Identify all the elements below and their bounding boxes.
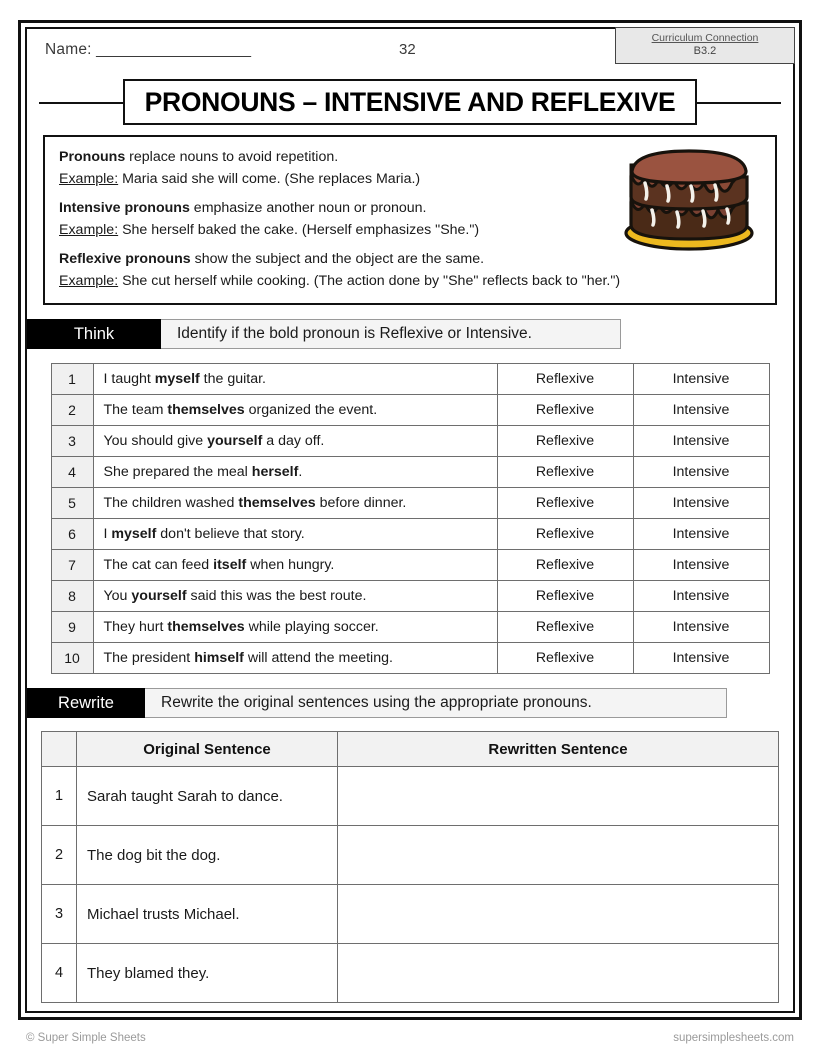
sentence-suffix: when hungry. (246, 557, 335, 573)
sentence-prefix: The president (103, 650, 195, 666)
original-sentence-cell: Sarah taught Sarah to dance. (77, 767, 338, 826)
table-row (51, 364, 769, 395)
row-number: 4 (51, 457, 93, 488)
example-label-2: Example: (59, 222, 119, 238)
table-row (51, 488, 769, 519)
title-rule-left (39, 102, 125, 104)
option-reflexive[interactable]: Reflexive (497, 612, 633, 643)
definition-reflexive (59, 249, 659, 269)
table-row (51, 581, 769, 612)
row-number: 1 (42, 767, 77, 826)
table-row (51, 457, 769, 488)
rewrite-table-body (42, 767, 779, 1003)
rewrite-table-head (42, 732, 779, 767)
definition-intensive-text: emphasize another noun or pronoun. (189, 200, 427, 216)
sentence-cell (93, 519, 497, 550)
curriculum-connection-title: Curriculum Connection (651, 32, 759, 44)
sentence-prefix: I taught (103, 371, 155, 387)
option-intensive[interactable]: Intensive (633, 519, 769, 550)
rewritten-sentence-answer-cell[interactable] (338, 826, 779, 885)
curriculum-connection-code: B3.2 (693, 45, 717, 57)
page-border-outer (18, 20, 802, 1020)
option-reflexive[interactable]: Reflexive (497, 643, 633, 674)
row-number: 3 (42, 885, 77, 944)
bold-pronoun: herself (251, 464, 299, 480)
sentence-cell (93, 643, 497, 674)
sentence-suffix: while playing soccer. (244, 619, 379, 635)
rewrite-header-row (42, 732, 779, 767)
table-row (42, 885, 779, 944)
row-number: 7 (51, 550, 93, 581)
bold-pronoun: himself (194, 650, 244, 666)
original-sentence-cell: The dog bit the dog. (77, 826, 338, 885)
sentence-prefix: The children washed (103, 495, 239, 511)
option-intensive[interactable]: Intensive (633, 395, 769, 426)
option-intensive[interactable]: Intensive (633, 581, 769, 612)
table-row (51, 612, 769, 643)
bold-pronoun: itself (213, 557, 247, 573)
think-instruction: Identify if the bold pronoun is Reflexive or Intensive. (161, 319, 621, 349)
sentence-prefix: They hurt (103, 619, 168, 635)
bold-pronoun: themselves (167, 619, 245, 635)
option-intensive[interactable]: Intensive (633, 488, 769, 519)
rewrite-col-num (42, 732, 77, 767)
title-box (123, 79, 697, 125)
option-reflexive[interactable]: Reflexive (497, 395, 633, 426)
rewritten-sentence-answer-cell[interactable] (338, 944, 779, 1003)
sentence-cell (93, 457, 497, 488)
option-intensive[interactable]: Intensive (633, 643, 769, 674)
think-table (51, 363, 770, 674)
option-intensive[interactable]: Intensive (633, 426, 769, 457)
term-reflexive-pronouns: Reflexive pronouns (59, 251, 191, 267)
bold-pronoun: myself (111, 526, 157, 542)
term-intensive-pronouns: Intensive pronouns (59, 200, 190, 216)
row-number: 10 (51, 643, 93, 674)
row-number: 4 (42, 944, 77, 1003)
rewrite-tag: Rewrite (27, 688, 145, 718)
page-border-inner (25, 27, 795, 1013)
original-sentence-cell: Michael trusts Michael. (77, 885, 338, 944)
sentence-suffix: before dinner. (315, 495, 407, 511)
rewritten-sentence-answer-cell[interactable] (338, 767, 779, 826)
option-intensive[interactable]: Intensive (633, 364, 769, 395)
row-number: 5 (51, 488, 93, 519)
rewrite-col-original: Original Sentence (77, 732, 338, 767)
example-reflexive (59, 271, 659, 291)
option-reflexive[interactable]: Reflexive (497, 457, 633, 488)
sentence-cell (93, 550, 497, 581)
worksheet-content (27, 29, 793, 1011)
sentence-suffix: the guitar. (199, 371, 266, 387)
rewritten-sentence-answer-cell[interactable] (338, 885, 779, 944)
think-table-body (51, 364, 769, 674)
definition-intensive (59, 198, 659, 218)
definition-box (43, 135, 777, 305)
option-intensive[interactable]: Intensive (633, 457, 769, 488)
definition-reflexive-text: show the subject and the object are the same. (190, 251, 485, 267)
sentence-prefix: The cat can feed (103, 557, 214, 573)
sentence-cell (93, 364, 497, 395)
rewrite-table (41, 731, 779, 1003)
example-label-1: Example: (59, 171, 119, 187)
option-intensive[interactable]: Intensive (633, 612, 769, 643)
table-row (51, 395, 769, 426)
name-blank-line: ___________________ (96, 41, 251, 58)
name-label: Name: (45, 41, 92, 58)
option-reflexive[interactable]: Reflexive (497, 488, 633, 519)
example-pronouns (59, 169, 659, 189)
page-footer (20, 1032, 800, 1052)
example-reflexive-text: She cut herself while cooking. (The action done by "She" reflects back to "her.") (118, 273, 621, 289)
bold-pronoun: yourself (207, 433, 263, 449)
sentence-suffix: said this was the best route. (186, 588, 367, 604)
option-reflexive[interactable]: Reflexive (497, 519, 633, 550)
option-reflexive[interactable]: Reflexive (497, 581, 633, 612)
sentence-prefix: The team (103, 402, 168, 418)
sentence-prefix: She prepared the meal (103, 464, 252, 480)
row-number: 9 (51, 612, 93, 643)
page-title: PRONOUNS – INTENSIVE AND REFLEXIVE (144, 86, 676, 117)
option-reflexive[interactable]: Reflexive (497, 426, 633, 457)
sentence-suffix: will attend the meeting. (243, 650, 393, 666)
sentence-prefix: You (103, 588, 132, 604)
option-reflexive[interactable]: Reflexive (497, 364, 633, 395)
title-band (27, 79, 793, 125)
example-label-3: Example: (59, 273, 119, 289)
table-row (42, 826, 779, 885)
table-row (42, 944, 779, 1003)
row-number: 2 (42, 826, 77, 885)
sentence-cell (93, 612, 497, 643)
sentence-prefix: I (103, 526, 112, 542)
table-row (42, 767, 779, 826)
option-reflexive[interactable]: Reflexive (497, 550, 633, 581)
worksheet-header (27, 29, 793, 77)
row-number: 3 (51, 426, 93, 457)
option-intensive[interactable]: Intensive (633, 550, 769, 581)
title-rule-right (695, 102, 781, 104)
table-row (51, 550, 769, 581)
sentence-cell (93, 395, 497, 426)
footer-copyright: © Super Simple Sheets (26, 1032, 146, 1044)
row-number: 1 (51, 364, 93, 395)
bold-pronoun: themselves (167, 402, 245, 418)
bold-pronoun: themselves (238, 495, 316, 511)
definition-pronouns-text: replace nouns to avoid repetition. (125, 149, 339, 165)
curriculum-connection-badge (615, 27, 795, 64)
row-number: 8 (51, 581, 93, 612)
sentence-suffix: a day off. (262, 433, 325, 449)
sentence-cell (93, 426, 497, 457)
table-row (51, 426, 769, 457)
table-row (51, 643, 769, 674)
sentence-cell (93, 581, 497, 612)
think-section-header (27, 319, 793, 349)
name-field[interactable] (45, 41, 250, 59)
definition-pronouns (59, 147, 659, 167)
bold-pronoun: yourself (131, 588, 187, 604)
example-intensive (59, 220, 659, 240)
sentence-cell (93, 488, 497, 519)
sentence-prefix: You should give (103, 433, 208, 449)
term-pronouns: Pronouns (59, 149, 126, 165)
sentence-suffix: organized the event. (244, 402, 378, 418)
example-intensive-text: She herself baked the cake. (Herself emphasizes "She.") (118, 222, 480, 238)
rewrite-section-header (27, 688, 793, 718)
row-number: 6 (51, 519, 93, 550)
table-row (51, 519, 769, 550)
chocolate-cake-icon (619, 145, 759, 253)
rewrite-col-rewritten: Rewritten Sentence (338, 732, 779, 767)
rewrite-instruction: Rewrite the original sentences using the appropriate pronouns. (145, 688, 727, 718)
page-number: 32 (399, 41, 416, 58)
example-pronouns-text: Maria said she will come. (She replaces Maria.) (118, 171, 421, 187)
sentence-suffix: don't believe that story. (156, 526, 305, 542)
original-sentence-cell: They blamed they. (77, 944, 338, 1003)
think-tag: Think (27, 319, 161, 349)
row-number: 2 (51, 395, 93, 426)
sentence-suffix: . (298, 464, 303, 480)
footer-website: supersimplesheets.com (673, 1032, 794, 1044)
bold-pronoun: myself (154, 371, 200, 387)
